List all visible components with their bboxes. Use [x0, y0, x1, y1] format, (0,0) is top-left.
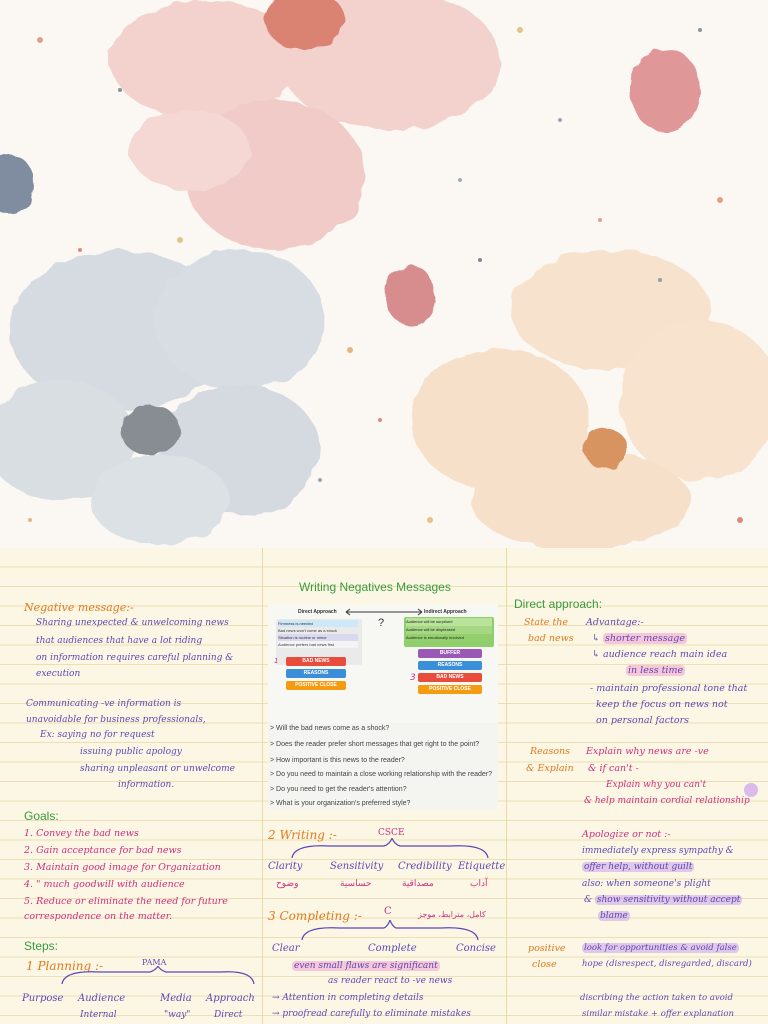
- right-note: Audience will be displeased: [406, 626, 492, 634]
- direct-approach-heading: Direct approach:: [514, 597, 603, 611]
- action-line: discribing the action taken to avoid: [580, 993, 733, 1003]
- approach-diagram: [268, 605, 498, 723]
- csce-arabic: حساسية: [340, 879, 372, 889]
- double-arrow-icon: [344, 608, 424, 616]
- example-label: Ex: saying no for request: [40, 730, 155, 740]
- advantage-item: in less time: [628, 665, 684, 676]
- right-bar: REASONS: [418, 661, 482, 670]
- pama-sub: Internal: [80, 1010, 117, 1020]
- right-bar: BUFFER: [418, 649, 482, 658]
- question-item: > Do you need to maintain a close working relationship with the reader?: [270, 771, 493, 778]
- pama-word: Purpose: [22, 993, 64, 1004]
- questions-box: [268, 723, 498, 809]
- example-item: information.: [118, 780, 175, 790]
- writing-step: 2 Writing :-: [268, 828, 337, 842]
- left-bar: REASONS: [286, 669, 346, 678]
- reasons-label: Reasons: [530, 746, 571, 757]
- csce-word: Sensitivity: [330, 861, 384, 872]
- question-item: > How important is this news to the reader?: [270, 757, 405, 764]
- csce-word: Credibility: [398, 861, 452, 872]
- peach-flower: [410, 250, 768, 548]
- para-line: unavoidable for business professionals,: [26, 715, 206, 725]
- question-item: > What is your organization's preferred style?: [270, 800, 411, 807]
- advantage-item: ↳ shorter message: [592, 633, 685, 644]
- question-mark: ?: [378, 617, 385, 629]
- heading-negative-message: Negative message:-: [24, 601, 134, 614]
- goal-item: 2. Gain acceptance for bad news: [24, 845, 182, 856]
- annotation-number: 1: [274, 657, 279, 665]
- completing-brace: [300, 920, 480, 942]
- goals-title: Goals:: [24, 809, 59, 823]
- para-line: Communicating -ve information is: [26, 699, 182, 709]
- reasons-label: & Explain: [526, 763, 574, 774]
- highlight-dot: [744, 783, 758, 797]
- left-bar: POSITIVE CLOSE: [286, 681, 346, 690]
- pama-word: Media: [160, 993, 192, 1004]
- csce-arabic: آداب: [470, 879, 488, 889]
- apologize-line: offer help, without guilt: [584, 862, 693, 872]
- para-line: execution: [36, 669, 81, 679]
- state-label: State the: [524, 617, 569, 628]
- completing-word: Concise: [456, 943, 496, 954]
- left-bar: BAD NEWS: [286, 657, 346, 666]
- completing-line: as reader react to -ve news: [328, 976, 453, 986]
- planning-step: 1 Planning :-: [26, 959, 104, 973]
- explain-line: Explain why news are -ve: [586, 746, 709, 757]
- maintain-line: on personal factors: [596, 715, 689, 726]
- pama-brace: [60, 966, 256, 988]
- apologize-line: blame: [600, 911, 628, 921]
- right-note: Audience is emotionally involved: [406, 634, 492, 642]
- completing-step: 3 Completing :-: [268, 909, 362, 923]
- csce-word: Clarity: [268, 861, 303, 872]
- goal-item: 4. " much goodwill with audience: [24, 879, 185, 890]
- example-item: sharing unpleasant or unwelcome: [80, 764, 235, 774]
- explain-line: & if can't -: [588, 763, 639, 774]
- pama-sub: Direct: [214, 1010, 243, 1020]
- completing-item: → proofread carefully to eliminate mistakes: [272, 1009, 471, 1019]
- indirect-approach-label: Indirect Approach: [424, 609, 467, 615]
- advantage-label: Advantage:-: [586, 617, 644, 628]
- para-line: on information requires careful planning &: [36, 653, 234, 663]
- apologize-line: also: when someone's plight: [582, 879, 711, 889]
- completing-c: C: [384, 906, 392, 917]
- positive-line: hope (disrespect, disregarded, discard): [582, 959, 752, 969]
- csce-arabic: وضوح: [276, 879, 299, 889]
- left-note: Audience prefers bad news first: [278, 641, 358, 648]
- goal-item: correspondence on the matter.: [24, 911, 173, 922]
- pama-sub: "way": [164, 1010, 191, 1020]
- page-title: Writing Negatives Messages: [299, 580, 451, 594]
- steps-title: Steps:: [24, 939, 59, 953]
- action-line: similar mistake + offer explanation: [582, 1009, 734, 1019]
- example-item: issuing public apology: [80, 747, 182, 757]
- right-bar: POSITIVE CLOSE: [418, 685, 482, 694]
- left-note: Situation is routine or minor: [278, 634, 358, 641]
- apologize-line: Apologize or not :-: [582, 829, 671, 840]
- positive-label: close: [532, 959, 557, 970]
- direct-approach-label: Direct Approach: [298, 609, 337, 615]
- maintain-line: - maintain professional tone that: [590, 683, 748, 694]
- completing-line: even small flaws are significant: [294, 961, 438, 971]
- explain-line: & help maintain cordial relationship: [584, 796, 750, 806]
- question-item: > Do you need to get the reader's attention?: [270, 786, 407, 793]
- para-line: Sharing unexpected & unwelcoming news: [36, 618, 229, 628]
- para-line: that audiences that have a lot riding: [36, 636, 203, 646]
- csce-arabic: مصداقية: [402, 879, 434, 889]
- advantage-item: ↳ audience reach main idea: [592, 649, 728, 660]
- left-note: Bad news won't come as a shock: [278, 627, 358, 634]
- left-note: Firmness is needed: [278, 620, 358, 627]
- csce-label: CSCE: [378, 828, 405, 838]
- positive-line: look for opportunities & avoid false: [584, 943, 737, 953]
- completing-word: Clear: [272, 943, 300, 954]
- right-note: Audience will be surprised: [406, 618, 492, 626]
- question-item: > Does the reader prefer short messages that get right to the point?: [270, 741, 480, 748]
- column-divider: [506, 548, 507, 1024]
- positive-label: positive: [528, 943, 566, 954]
- pama-word: Audience: [78, 993, 126, 1004]
- pink-flower: [110, 0, 500, 250]
- csce-word: Etiquette: [458, 861, 506, 872]
- pama-label: PAMA: [142, 958, 167, 967]
- explain-line: Explain why you can't: [606, 780, 707, 790]
- csce-brace: [290, 838, 490, 860]
- apologize-line: immediately express sympathy &: [582, 846, 734, 856]
- pama-word: Approach: [206, 993, 255, 1004]
- goal-item: 3. Maintain good image for Organization: [24, 862, 221, 873]
- state-label: bad news: [528, 633, 574, 644]
- goal-item: 5. Reduce or eliminate the need for future: [24, 896, 228, 907]
- maintain-line: keep the focus on news not: [596, 699, 728, 710]
- completing-note: كامل، مترابط، موجز: [418, 910, 486, 919]
- completing-item: → Attention in completing details: [272, 993, 424, 1003]
- completing-word: Complete: [368, 943, 417, 954]
- question-item: > Will the bad news come as a shock?: [270, 725, 390, 732]
- right-bar: BAD NEWS: [418, 673, 482, 682]
- annotation-number: 3: [410, 673, 416, 683]
- goal-item: 1. Convey the bad news: [24, 828, 139, 839]
- column-divider: [262, 548, 263, 1024]
- blue-flower: [0, 250, 325, 545]
- apologize-line: & show sensitivity without accept: [584, 895, 741, 905]
